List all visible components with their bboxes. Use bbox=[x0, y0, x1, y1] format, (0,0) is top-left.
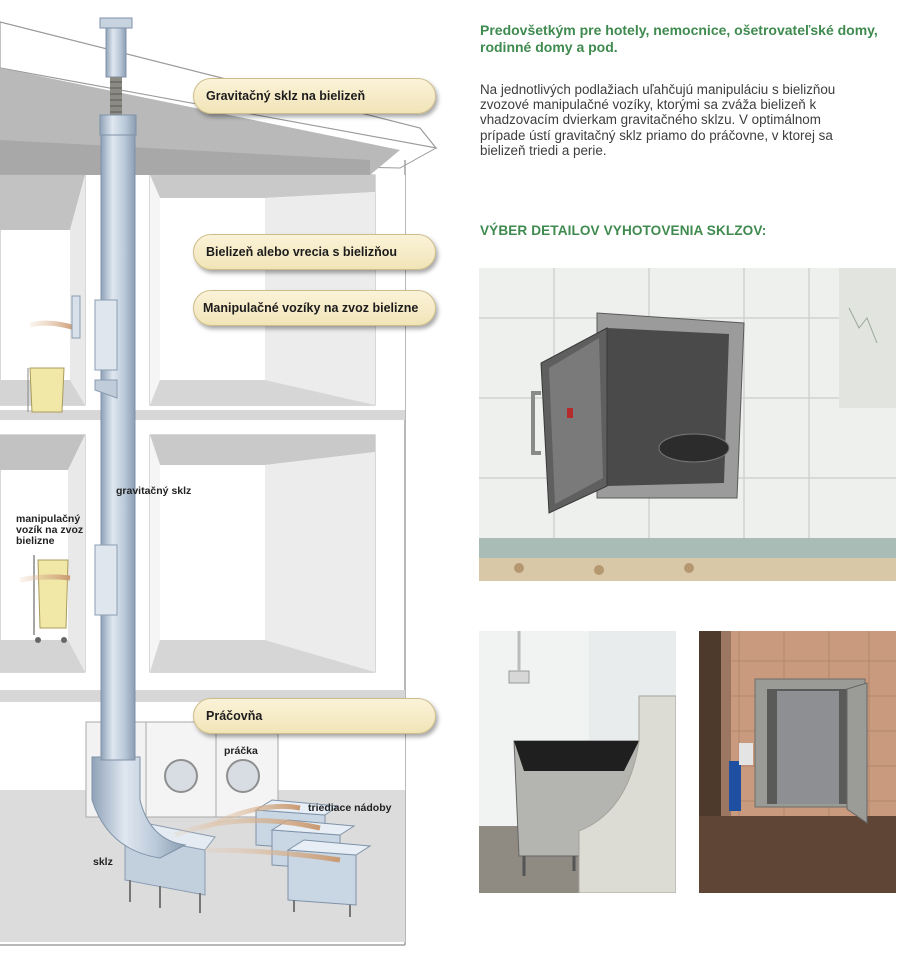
label-chute-outlet: sklz bbox=[93, 856, 113, 868]
photo-chute-doors-tiled bbox=[699, 631, 896, 893]
callout-trolleys: Manipulačné vozíky na zvoz bielizne bbox=[193, 290, 436, 326]
label-trolley: manipulačný vozík na zvoz bielizne bbox=[16, 513, 84, 547]
gravity-chute-pipe bbox=[95, 18, 136, 760]
intro-title: Predovšetkým pre hotely, nemocnice, ošetrovateľské domy, rodinné domy a pod. bbox=[480, 22, 878, 55]
label-sorting-bins: triediace nádoby bbox=[308, 802, 392, 814]
callout-laundry-bags: Bielizeň alebo vrecia s bielizňou bbox=[193, 234, 436, 270]
photo-chute-door bbox=[479, 268, 896, 581]
building-cutaway-illustration bbox=[0, 0, 445, 962]
details-heading: VÝBER DETAILOV VYHOTOVENIA SKLZOV: bbox=[480, 223, 767, 238]
photo-chute-outlet-bin bbox=[479, 631, 676, 893]
label-washer: práčka bbox=[224, 745, 258, 757]
intro-paragraph: Na jednotlivých podlažiach uľahčujú manipuláciu s bielizňou zvozové manipulačné vozíky, ktorými sa zváža bielizeň k vhadzovacím dvierkam gravitačného sklzu. V optimálnom prípade ústí gravitačný sklz priamo do práčovne, v ktorej sa bielizeň triedi a perie. bbox=[480, 82, 836, 158]
trolley-upper bbox=[28, 368, 64, 412]
label-chute: gravitačný sklz bbox=[116, 485, 192, 497]
callout-chute: Gravitačný sklz na bielizeň bbox=[193, 78, 436, 114]
callout-laundry-room: Práčovňa bbox=[193, 698, 436, 734]
building-drawing bbox=[0, 0, 445, 962]
